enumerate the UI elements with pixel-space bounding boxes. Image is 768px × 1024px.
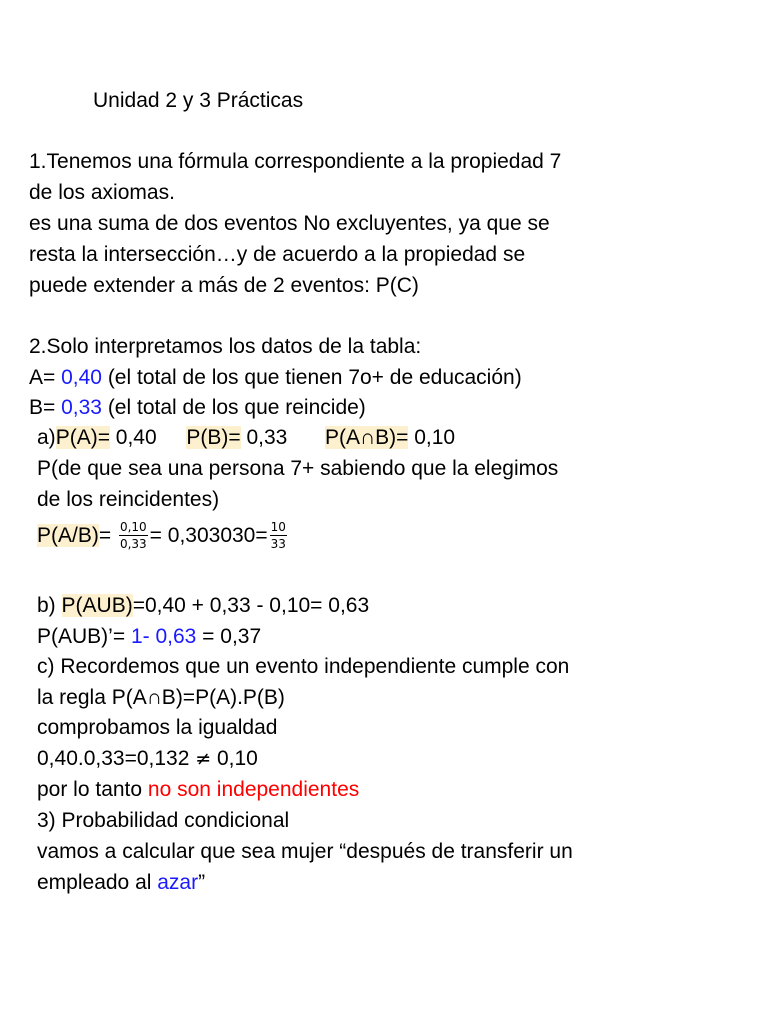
s2-paub-line <box>37 593 369 619</box>
fraction-2-denominator: 33 <box>270 537 286 552</box>
s2-c-line2: la regla P(A∩B)=P(A).P(B) <box>37 686 285 709</box>
s2-a-line <box>29 365 522 391</box>
s1-line1: 1.Tenemos una fórmula correspondiente a la propiedad 7 <box>29 150 562 173</box>
paub-comp-value: 1- 0,63 <box>130 625 197 648</box>
paub-label: P(AUB) <box>61 594 133 617</box>
paub-eq: =0,40 + 0,33 - 0,10= 0,63 <box>132 594 370 617</box>
fraction-2 <box>270 521 287 551</box>
a-prefix: A= <box>29 366 62 389</box>
not-equal-symbol: ≠ <box>195 748 212 770</box>
paub-comp-prefix: P(AUB)’= <box>37 625 131 648</box>
s2-cond-text2: de los reincidentes) <box>37 488 220 511</box>
fraction-1-numerator: 0,10 <box>119 520 147 535</box>
a-note: (el total de los que tienen 7o+ de educación) <box>101 366 522 389</box>
pb-value: 0,33 <box>240 426 288 449</box>
pab-cond-label: P(A/B) <box>37 524 99 547</box>
s3-line2: vamos a calcular que sea mujer “después de transferir un <box>37 840 573 863</box>
c-line5-prefix: por lo tanto <box>37 778 148 801</box>
c-line5-conclusion: no son independientes <box>147 778 360 801</box>
s3-line3-suffix: ” <box>198 871 206 894</box>
fraction-1-denominator: 0,33 <box>119 537 147 552</box>
c-line4-prefix: 0,40.0,33=0,132 <box>37 747 196 770</box>
s3-line3 <box>37 870 205 896</box>
pab-cond-mid: = 0,303030= <box>149 524 268 547</box>
s2-cond-text1: P(de que sea una persona 7+ sabiendo que la elegimos <box>37 457 559 480</box>
pab-label: P(A∩B)= <box>325 426 409 449</box>
pa-label: P(A)= <box>55 426 110 449</box>
b-note: (el total de los que reincide) <box>101 396 366 419</box>
s2-c-line5 <box>37 777 359 803</box>
a-value: 0,40 <box>61 366 102 389</box>
s1-line5: puede extender a más de 2 eventos: P(C) <box>29 274 419 297</box>
s2-c-line3: comprobamos la igualdad <box>37 716 278 739</box>
s2-c-line1: c) Recordemos que un evento independiente cumple con <box>37 655 570 678</box>
pab-cond-eq: = <box>98 524 117 547</box>
s2-conditional-formula <box>37 520 289 552</box>
s2-b-line <box>29 395 366 421</box>
c-line4-suffix: 0,10 <box>211 747 258 770</box>
s3-line3-prefix: empleado al <box>37 871 158 894</box>
paub-comp-result: = 0,37 <box>196 625 262 648</box>
pab-value: 0,10 <box>408 426 456 449</box>
s2-probabilities-line <box>37 425 455 451</box>
pa-prefix: a) <box>37 426 56 449</box>
s1-line3: es una suma de dos eventos No excluyentes, ya que se <box>29 212 550 235</box>
s2-intro: 2.Solo interpretamos los datos de la tabla: <box>29 335 422 358</box>
s1-line4: resta la intersección…y de acuerdo a la propiedad se <box>29 243 526 266</box>
s1-line2: de los axiomas. <box>29 181 175 204</box>
pa-value: 0,40 <box>109 426 157 449</box>
s2-paub-complement-line <box>37 624 261 650</box>
fraction-1 <box>119 521 148 551</box>
b-part-prefix: b) <box>37 594 62 617</box>
page-title: Unidad 2 y 3 Prácticas <box>93 89 304 112</box>
b-prefix: B= <box>29 396 62 419</box>
b-value: 0,33 <box>61 396 102 419</box>
s2-c-line4 <box>37 746 258 772</box>
s3-line1: 3) Probabilidad condicional <box>37 809 290 832</box>
s3-line3-azar: azar <box>157 871 199 894</box>
fraction-2-numerator: 10 <box>270 520 286 535</box>
pb-label: P(B)= <box>186 426 241 449</box>
